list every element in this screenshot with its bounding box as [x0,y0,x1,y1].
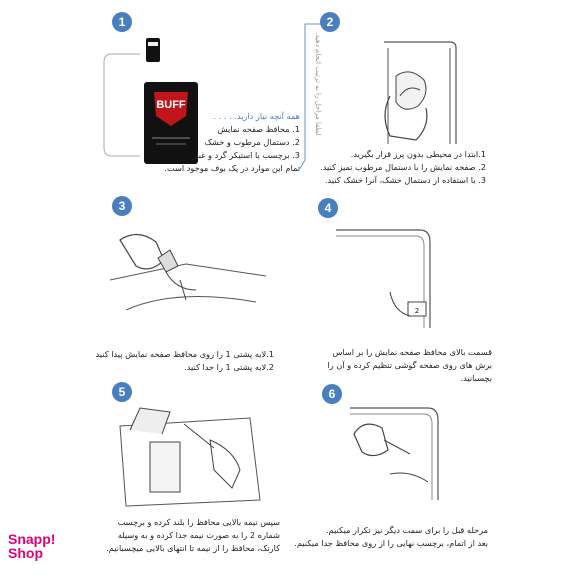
step-4-text [322,346,492,385]
step-6-text [294,524,488,550]
step-5-illustration [110,400,270,510]
step-2-text [320,148,486,187]
step-1-line-1: 1. محافظ صفحه نمایش [217,124,300,134]
step-1-line-4: تمام این موارد در پک بوف موجود است. [164,163,300,173]
step-4-badge: 4 [318,198,338,218]
buff-logo: BUFF [156,99,186,111]
step-1-badge: 1 [112,12,132,32]
step-4-illustration [330,222,440,332]
step-5-line-1: سپس نیمه بالایی محافظ را بلند کرده و برچسب [117,517,280,527]
snapp-shop-logo [8,532,55,560]
step-2-line-2: 2. صفحه نمایش را با دستمال مرطوب تمیز کنید. [320,162,486,172]
step-3-text [94,348,274,374]
step-4-tag: 2 [414,307,420,315]
step-6-line-1: مرحله قبل را برای سمت دیگر نیز تکرار میکنیم. [326,525,488,535]
step-4-line-2: برش های روی صفحه گوشی تنظیم کرده و آن را [327,360,492,370]
step-3-illustration [106,220,276,330]
step-5-line-2: شماره 2 را به صورت نیمه جدا کرده و به وسیله [117,530,280,540]
step-6-badge: 6 [322,384,342,404]
step-2-line-3: 3. با استفاده از دستمال خشک، آنرا خشک کنید. [324,175,486,185]
step-1-title: همه آنچه نیاز دارید. . . . . [213,111,300,121]
step-3-badge: 3 [112,196,132,216]
step-3-line-2: 2.لایه پشتی 1 را جدا کنید. [184,362,274,372]
step-6-illustration [340,404,450,504]
brand-line-1: Snapp! [8,531,56,547]
step-5-text [102,516,280,555]
side-note: لطفا مراحل را به ترتیب انجام دهید. [314,32,322,136]
step-1-line-3: 3. برچسب یا استیکر گرد و غبار [192,150,300,160]
step-2-badge: 2 [320,12,340,32]
step-6-line-2: بعد از اتمام، برچسب نهایی را از روی محافظ جدا میکنیم. [294,538,488,548]
step-4-line-3: بچسبانید. [460,373,492,383]
step-5-badge: 5 [112,382,132,402]
brand-line-2: Shop [8,545,43,561]
step-1-text [140,110,300,175]
step-1-line-2: 2. دستمال مرطوب و خشک [204,137,300,147]
step-4-line-1: قسمت بالای محافظ صفحه نمایش را بر اساس [332,347,492,357]
step-5-line-3: کارتک، محافظ را از نیمه تا انتهای بالایی میچسبانیم. [106,543,280,553]
step-2-line-1: 1.ابتدا در محیطی بدون پرز قرار بگیرید. [350,149,486,159]
step-2-illustration [360,36,470,146]
step-3-line-1: 1.لایه پشتی 1 را روی محافظ صفحه نمایش پیدا کنید [95,349,274,359]
